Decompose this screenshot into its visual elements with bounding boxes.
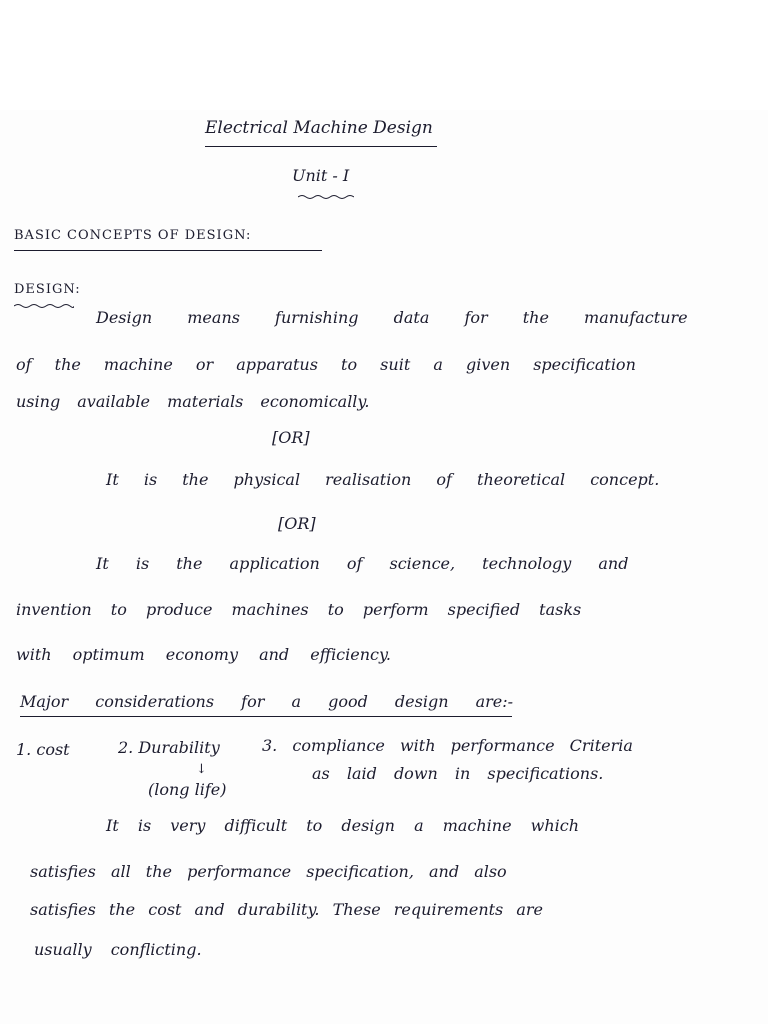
closing-line-2: satisfies all the performance specification, and also [30, 862, 507, 881]
closing-line-4: usually conflicting. [34, 940, 202, 959]
page-title: Electrical Machine Design [205, 118, 433, 138]
durability-arrow: ↓ [196, 762, 207, 777]
page-top-margin [0, 0, 768, 110]
closing-line-1: It is very difficult to design a machine which [106, 816, 580, 835]
definition-1-line-2: of the machine or apparatus to suit a given specification [16, 355, 636, 374]
title-underline [205, 146, 437, 147]
or-separator-1: [OR] [272, 428, 310, 447]
consideration-durability: 2. Durability [118, 738, 220, 757]
definition-3-line-3: with optimum economy and efficiency. [16, 645, 391, 664]
durability-note: (long life) [148, 780, 227, 799]
definition-2: It is the physical realisation of theoretical concept. [106, 470, 660, 489]
definition-3-line-1: It is the application of science, technology and [96, 554, 629, 573]
definition-1-line-1: Design means furnishing data for the manufacture [96, 308, 688, 327]
section-underline [14, 250, 322, 251]
design-heading: DESIGN: [14, 282, 81, 297]
definition-3-line-2: invention to produce machines to perform specified tasks [16, 600, 582, 619]
unit-label: Unit - I [292, 166, 350, 185]
consideration-compliance: 3. compliance with performance Criteria [262, 736, 633, 755]
definition-1-line-3: using available materials economically. [16, 392, 370, 411]
compliance-note: as laid down in specifications. [312, 764, 604, 783]
section-heading: BASIC CONCEPTS OF DESIGN: [14, 228, 252, 243]
unit-squiggle [298, 194, 354, 200]
design-squiggle [14, 303, 74, 309]
major-considerations-heading: Major considerations for a good design are:- [20, 692, 514, 711]
closing-line-3: satisfies the cost and durability. These requirements are [30, 900, 544, 919]
major-considerations-underline [20, 716, 512, 717]
consideration-cost: 1. cost [16, 740, 70, 759]
or-separator-2: [OR] [278, 514, 316, 533]
